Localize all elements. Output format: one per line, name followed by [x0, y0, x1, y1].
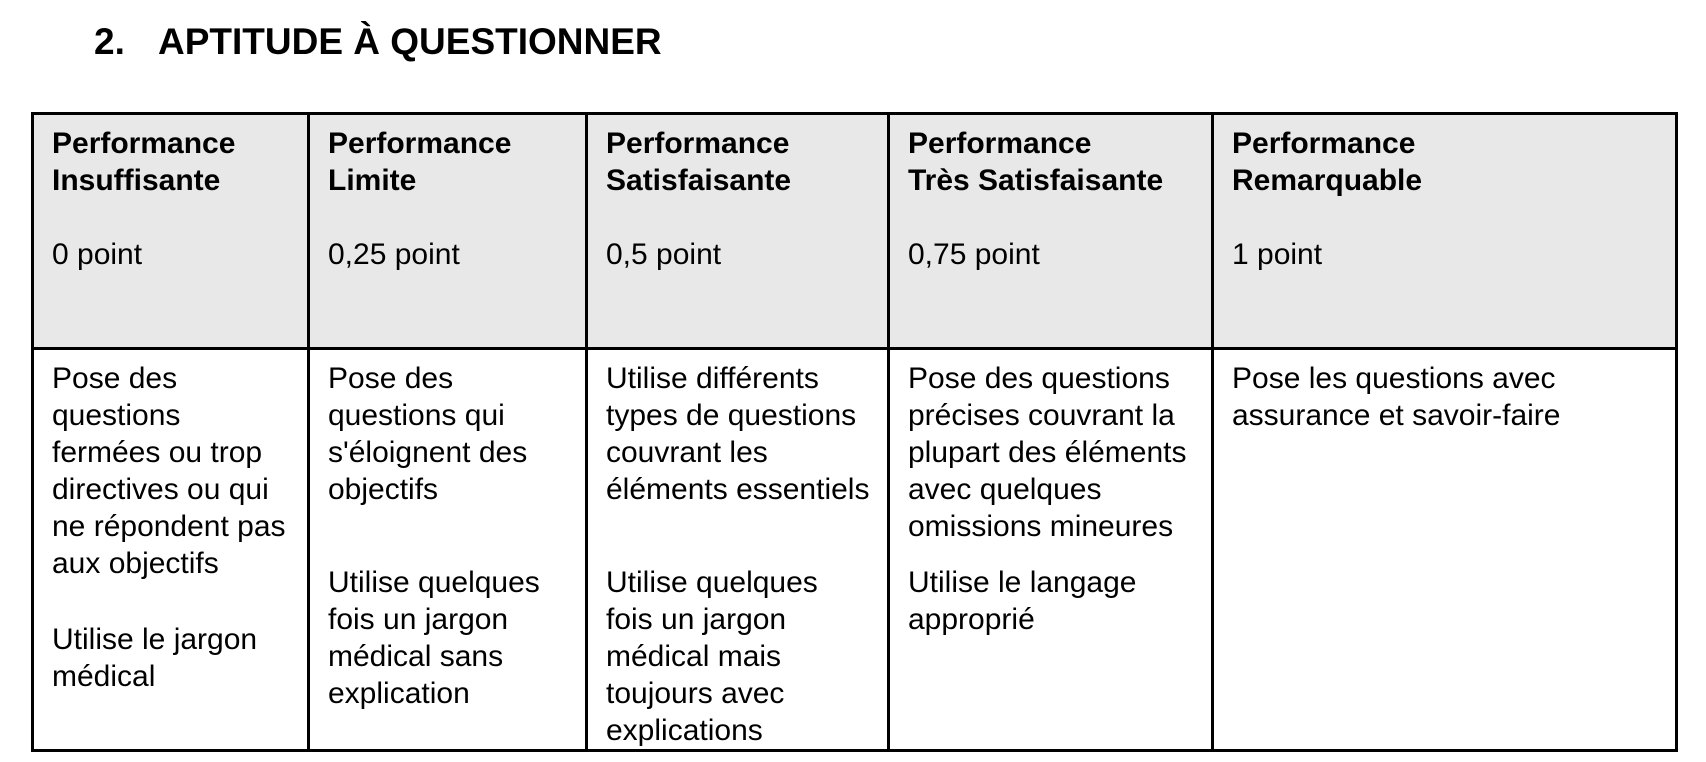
criterion-language: Utilise quelques fois un jargon médical sans explication	[328, 566, 540, 710]
level-points: 1 point	[1232, 238, 1323, 271]
criterion-questions: Pose des questions qui s'éloignent des objectifs	[328, 362, 528, 506]
criteria-cell-remarquable	[1213, 349, 1677, 751]
criterion-questions: Pose les questions avec assurance et savoir-faire	[1232, 362, 1561, 432]
level-title-line2: Limite	[328, 164, 417, 197]
section-number: 2.	[94, 21, 125, 62]
level-points: 0,75 point	[908, 238, 1040, 271]
criteria-cell-satisfaisante	[587, 349, 889, 751]
criteria-cell-limite	[309, 349, 587, 751]
rubric-criteria-row	[33, 349, 1677, 751]
criteria-cell-insuffisante	[33, 349, 309, 751]
criterion-questions: Pose des questions fermées ou trop directives ou qui ne répondent pas aux objectifs	[52, 362, 286, 580]
level-title-line2: Satisfaisante	[606, 164, 792, 197]
level-points: 0,25 point	[328, 238, 460, 271]
section-title	[94, 18, 662, 66]
level-title-line2: Très Satisfaisante	[908, 164, 1164, 197]
rubric-header-row	[33, 114, 1677, 349]
level-header-limite	[309, 114, 587, 349]
level-title-line1: Performance	[52, 127, 236, 160]
level-title-line1: Performance	[1232, 127, 1416, 160]
criterion-language: Utilise le jargon médical	[52, 623, 258, 693]
level-header-remarquable	[1213, 114, 1677, 349]
criterion-questions: Utilise différents types de questions couvrant les éléments essentiels	[606, 362, 870, 506]
level-header-insuffisante	[33, 114, 309, 349]
criterion-language: Utilise le langage approprié	[908, 566, 1137, 636]
level-title-line1: Performance	[908, 127, 1092, 160]
level-title-line2: Insuffisante	[52, 164, 221, 197]
criterion-questions: Pose des questions précises couvrant la plupart des éléments avec quelques omissions mineures	[908, 362, 1187, 543]
level-points: 0 point	[52, 238, 143, 271]
section-heading: APTITUDE À QUESTIONNER	[158, 21, 662, 62]
level-points: 0,5 point	[606, 238, 722, 271]
level-header-satisfaisante	[587, 114, 889, 349]
level-header-tres-satisfaisante	[889, 114, 1213, 349]
criterion-language: Utilise quelques fois un jargon médical mais toujours avec explications	[606, 566, 818, 747]
criteria-cell-tres-satisfaisante	[889, 349, 1213, 751]
level-title-line1: Performance	[328, 127, 512, 160]
level-title-line1: Performance	[606, 127, 790, 160]
level-title-line2: Remarquable	[1232, 164, 1423, 197]
rubric-table	[31, 112, 1678, 752]
